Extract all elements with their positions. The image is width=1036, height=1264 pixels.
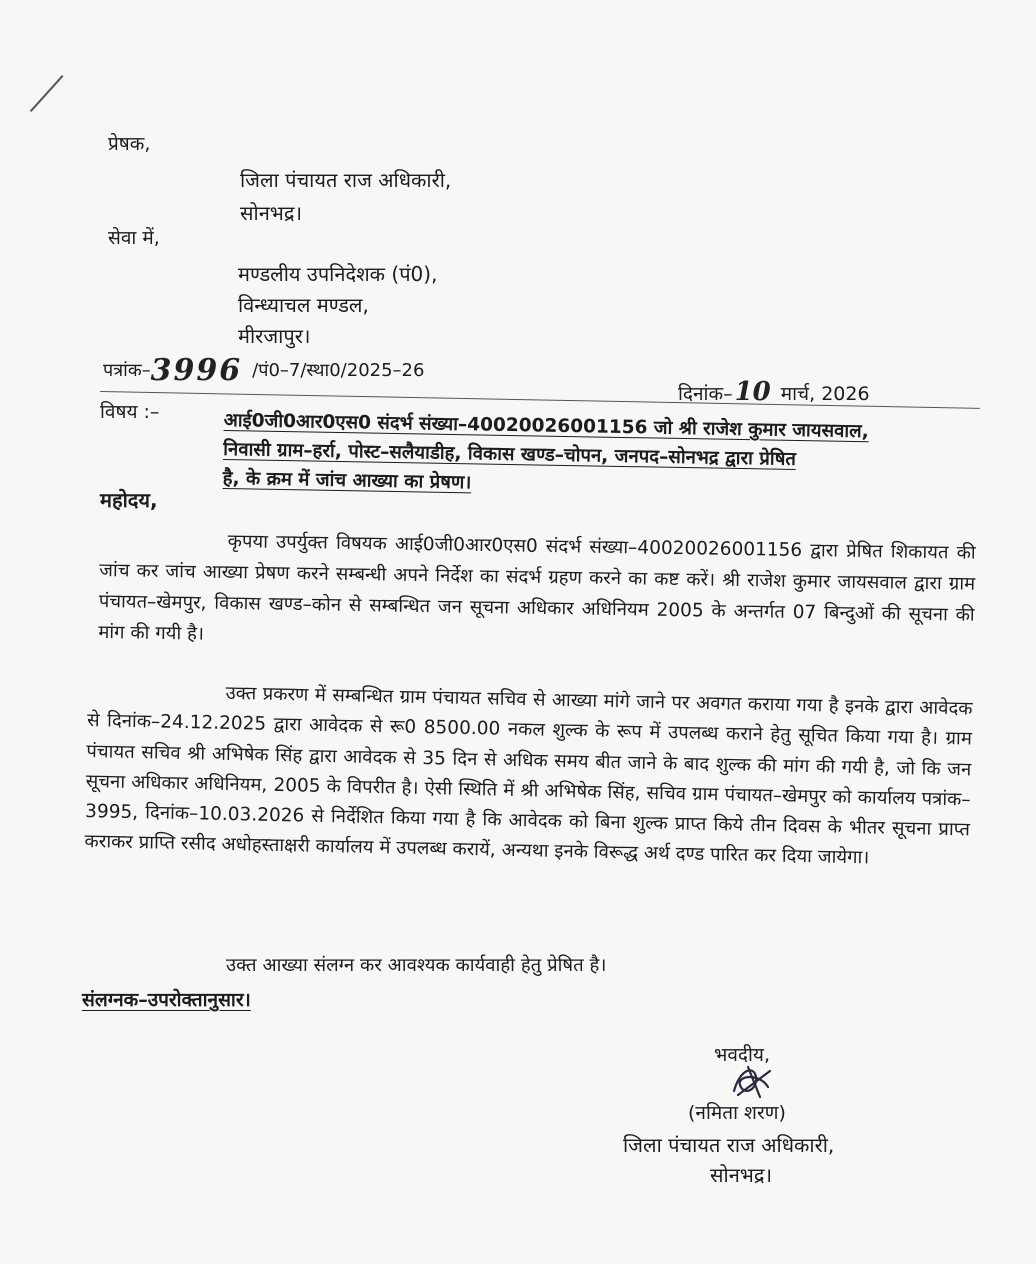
recipient-division: विन्ध्याचल मण्डल, xyxy=(238,293,369,317)
subject-line-1: आई0जी0आर0एस0 संदर्भ संख्या–40020026001156 जो श्री राजेश कुमार जायसवाल, xyxy=(223,409,869,443)
closing-yours: भवदीय, xyxy=(714,1044,770,1066)
letter-ref-suffix: /पं0–7/स्था0/2025–26 xyxy=(252,360,425,381)
closing-place: सोनभद्र। xyxy=(710,1163,773,1187)
paragraph-1: कृपया उपर्युक्त विषयक आई0जी0आर0एस0 संदर्भ संख्या–40020026001156 द्वारा प्रेषित शिकायत की जांच कर जांच आख्या प्रेषण करने सम्बन्धी अपने निर्देश का संदर्भ ग्रहण करने का कष्ट करें। श्री राजेश कुमार जायसवाल द्वारा ग्राम पंचायत–खेमपुर, विकास खण्ड–कोन से सम्बन्धित जन सूचना अधिकार अधिनियम 2005 के अन्तर्गत 07 बिन्दुओं की सूचना की मांग की गयी है। xyxy=(98,531,976,645)
enclosure-note: संलग्नक–उपरोक्तानुसार। xyxy=(82,989,251,1011)
recipient-city: मीरजापुर। xyxy=(238,324,311,348)
date-label: दिनांक– xyxy=(678,383,733,405)
sender-label: प्रेषक, xyxy=(108,133,151,155)
salutation: महोदय, xyxy=(100,488,158,512)
subject-block xyxy=(222,406,983,506)
date-handwritten-day: 10 xyxy=(734,377,771,407)
signature-mark xyxy=(730,1063,774,1103)
paragraph-3: उक्त आख्या संलग्न कर आवश्यक कार्यवाही हेतु प्रेषित है। xyxy=(226,955,607,976)
subject-label: विषय :– xyxy=(100,401,160,423)
letter-ref-handwritten-number: 3996 xyxy=(150,353,243,388)
recipient-designation: मण्डलीय उपनिदेशक (पं0), xyxy=(238,262,438,286)
recipient-label: सेवा में, xyxy=(108,227,160,249)
letter-ref-label: पत्रांक– xyxy=(103,360,151,381)
subject-line-3: है, के क्रम में जांच आख्या का प्रेषण। xyxy=(222,467,472,494)
date-month-year: मार्च, 2026 xyxy=(780,383,870,405)
closing-designation: जिला पंचायत राज अधिकारी, xyxy=(623,1133,835,1157)
sender-place: सोनभद्र। xyxy=(240,201,303,225)
pen-stroke-mark xyxy=(30,75,64,112)
subject-line-2: निवासी ग्राम–हर्रा, पोस्ट–सलैयाडीह, विकास खण्ड–चोपन, जनपद–सोनभद्र द्वारा प्रेषित xyxy=(223,438,797,470)
paragraph-2: उक्त प्रकरण में सम्बन्धित ग्राम पंचायत सचिव से आख्या मांगे जाने पर अवगत कराया गया है इनके द्वारा आवेदक से दिनांक–24.12.2025 द्वारा आवेदक से रू0 8500.00 नकल शुल्क के रूप में उपलब्ध कराने हेतु सूचित किया गया है। ग्राम पंचायत सचिव श्री अभिषेक सिंह द्वारा आवेदक से 35 दिन से अधिक समय बीत जाने के बाद शुल्क की मांग की गयी है, जो कि जन सूचना अधिकार अधिनियम, 2005 के विपरीत है। ऐसी स्थिति में श्री अभिषेक सिंह, सचिव ग्राम पंचायत–खेमपुर को कार्यालय पत्रांक–3995, दिनांक–10.03.2026 से निर्देशित किया गया है कि आवेदक को बिना शुल्क प्राप्त किये तीन दिवस के भीतर सूचना प्राप्त कराकर प्राप्ति रसीद अधोहस्ताक्षरी कार्यालय में उपलब्ध करायें, अन्यथा इनके विरूद्ध अर्थ दण्ड पारित कर दिया जायेगा। xyxy=(84,682,973,869)
letter-ref xyxy=(103,353,425,388)
closing-name: (नमिता शरण) xyxy=(688,1102,786,1124)
sender-designation: जिला पंचायत राज अधिकारी, xyxy=(240,168,452,192)
